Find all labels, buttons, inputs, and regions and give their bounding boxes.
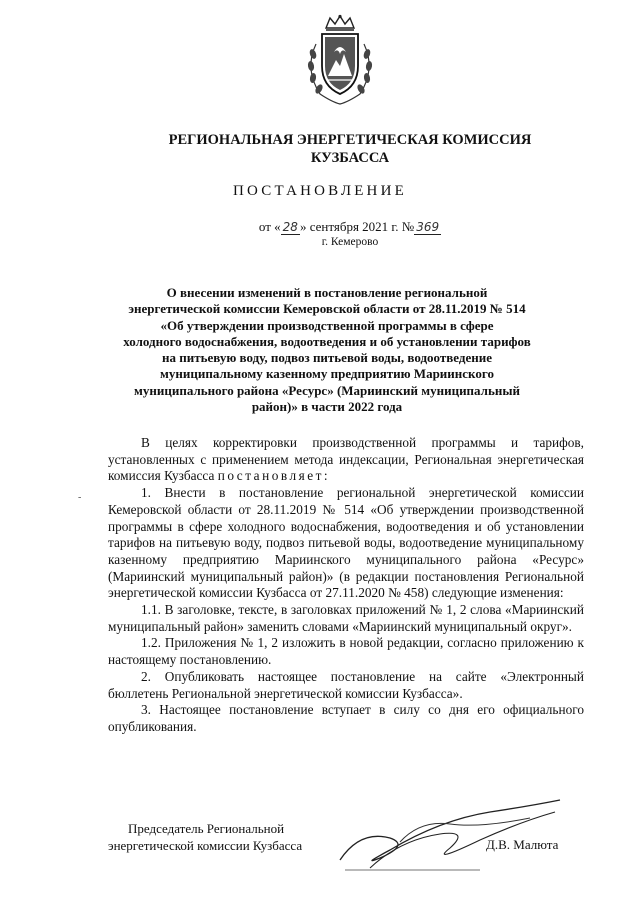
item-3: 3. Настоящее постановление вступает в силу со дня его официального опубликования. xyxy=(108,702,584,734)
resolves-text: постановляет: xyxy=(217,468,331,484)
subject-line: холодного водоснабжения, водоотведения и об установлении тарифов xyxy=(123,333,531,349)
subject-line: на питьевую воду, подвоз питьевой воды, водоотведение xyxy=(162,350,492,366)
coat-of-arms-emblem xyxy=(298,14,382,106)
document-subject xyxy=(92,285,562,415)
subject-line: энергетической комиссии Кемеровской области от 28.11.2019 № 514 xyxy=(128,301,526,317)
item-1-1: 1.1. В заголовке, тексте, в заголовках приложений № 1, 2 слова «Мариинский муниципальный район» заменить словами «Мариинский муниципальный округ». xyxy=(108,602,584,634)
subject-line: муниципального района «Ресурс» (Мариинский муниципальный xyxy=(134,382,520,398)
date-line xyxy=(200,219,500,235)
date-middle: » сентября 2021 г. № xyxy=(299,219,415,234)
subject-line: О внесении изменений в постановление региональной xyxy=(166,285,488,300)
item-2: 2. Опубликовать настоящее постановление на сайте «Электронный бюллетень Региональной энергетической комиссии Кузбасса». xyxy=(108,668,584,701)
document-body xyxy=(108,435,584,736)
item-1: 1. Внести в постановление региональной энергетической комиссии Кемеровской области от 28.11.2019 № 514 «Об утверждении производственной программы в сфере холодного водоснабжения, водоотведения и об установлении тарифов на питьевую воду, подвоз питьевой воды, водоотведение муниципальному казенному предприятию Мариинского муниципального района «Ресурс» (Мариинский муниципальный район)» (в редакции постановления Региональной энергетической комиссии Кузбасса от 27.11.2020 № 458) следующие изменения: xyxy=(108,485,584,601)
subject-line: «Об утверждении производственной программы в сфере xyxy=(160,317,494,333)
intro-paragraph xyxy=(108,435,584,485)
subject-line: муниципальному казенному предприятию Мариинского xyxy=(160,366,494,382)
intro-text: В целях корректировки производственной программы и тарифов, установленных с применением метода индексации, Региональная энергетическая комиссия Кузбасса xyxy=(108,435,584,484)
position-line-2: энергетической комиссии Кузбасса xyxy=(108,838,303,853)
organization-name-line-2: КУЗБАССА xyxy=(310,150,390,166)
signatory-name: Д.В. Малюта xyxy=(486,837,559,852)
date-prefix: от « xyxy=(258,219,281,234)
position-line-1: Председатель Региональной xyxy=(128,821,285,836)
document-type: ПОСТАНОВЛЕНИЕ xyxy=(233,183,407,199)
subject-line: район)» в части 2022 года xyxy=(251,399,403,415)
item-1-2: 1.2. Приложения № 1, 2 изложить в новой редакции, согласно приложению к настоящему постановлению. xyxy=(108,635,584,668)
day-handwritten: 28 xyxy=(282,220,298,234)
signatory-position xyxy=(108,820,302,854)
city: г. Кемерово xyxy=(321,236,379,248)
organization-name xyxy=(140,131,560,167)
number-handwritten: 369 xyxy=(416,220,440,234)
margin-mark: - xyxy=(78,492,82,503)
organization-name-line-1: РЕГИОНАЛЬНАЯ ЭНЕРГЕТИЧЕСКАЯ КОМИССИЯ xyxy=(168,132,532,148)
